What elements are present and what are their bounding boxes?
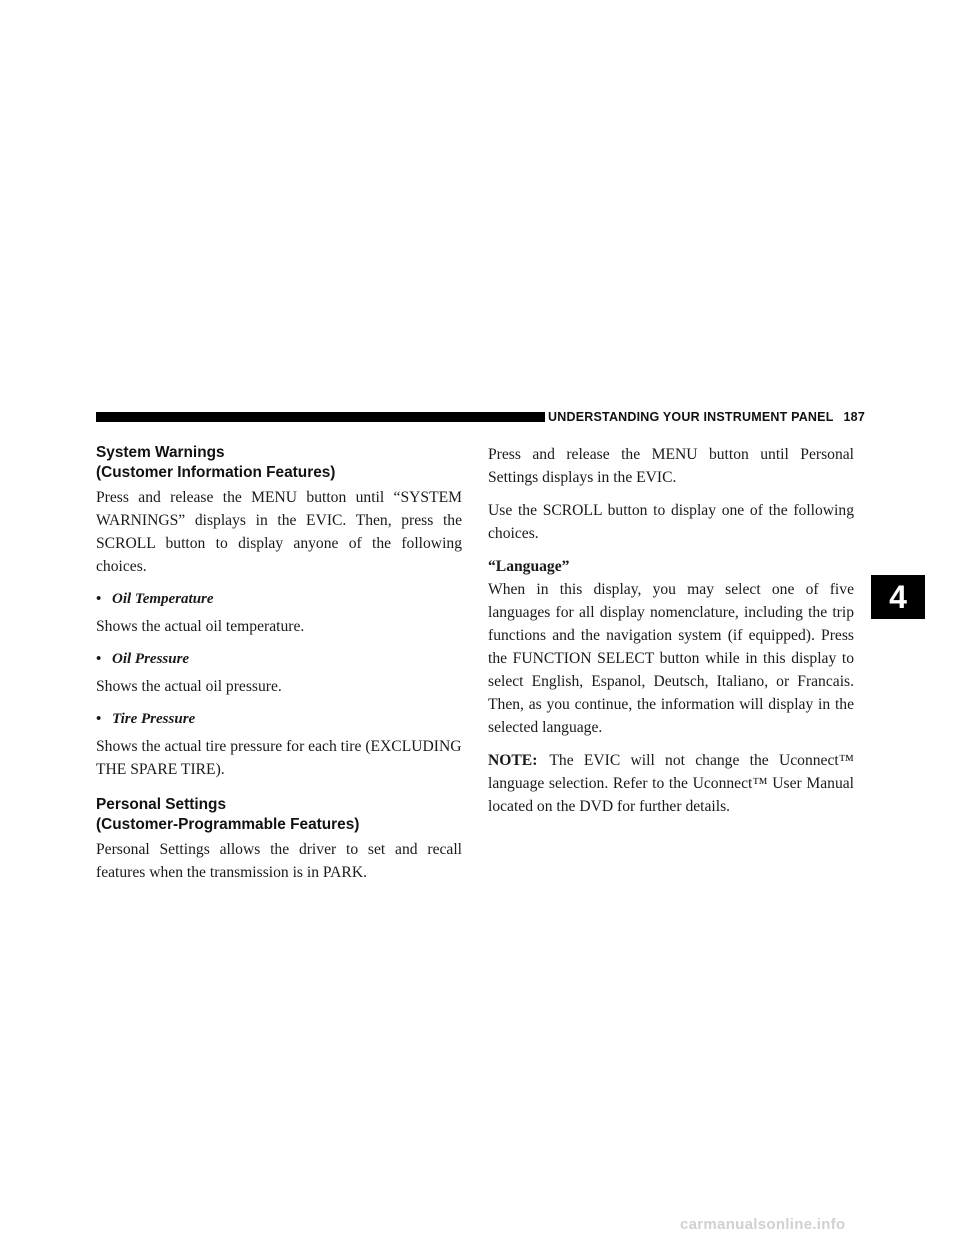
bullet-icon: • [96,591,102,607]
note-paragraph [488,749,854,818]
watermark: carmanualsonline.info [680,1216,846,1233]
list-item-description: Shows the actual oil pressure. [96,678,282,695]
list-item-description: Shows the actual oil temperature. [96,618,305,635]
system-warnings-intro: Press and release the MENU button until “SYSTEM WARNINGS” displays in the EVIC. Then, press the SCROLL button to display anyone of the following choices. [96,489,462,575]
list-item-label [96,588,462,611]
menu-instruction: Press and release the MENU button until Personal Settings displays in the EVIC. [488,446,854,486]
personal-settings-intro: Personal Settings allows the driver to set and recall features when the transmission is in PARK. [96,841,462,881]
scroll-instruction: Use the SCROLL button to display one of the following choices. [488,502,854,542]
list-item-description: Shows the actual tire pressure for each tire (EXCLUDING THE SPARE TIRE). [96,738,462,778]
chapter-tab: 4 [871,575,925,619]
heading-line: (Customer Information Features) [96,464,336,481]
heading-line: Personal Settings [96,796,227,813]
page-number: 187 [843,410,865,424]
right-column [488,443,854,828]
personal-settings-heading [96,795,462,835]
language-heading: “Language” [488,558,570,575]
heading-line: (Customer-Programmable Features) [96,816,360,833]
item-label: Tire Pressure [112,711,196,727]
heading-line: System Warnings [96,444,225,461]
left-column [96,443,462,894]
language-description: When in this display, you may select one of five languages for all display nomenclature, including the trip functions and the navigation system (if equipped). Press the FUNCTION SELECT button while in this display to select English, Espanol, Deutsch, Italiano, or Francais. Then, as you continue, the information will display in the selected language. [488,581,854,736]
note-text: The EVIC will not change the Uconnect™ language selection. Refer to the Uconnect™ User Manual located on the DVD for further details. [488,752,854,815]
note-label: NOTE: [488,752,538,769]
list-item-label [96,648,462,671]
system-warnings-heading [96,443,462,483]
bullet-icon: • [96,711,102,727]
list-item-label [96,708,462,731]
running-header [545,407,871,427]
item-label: Oil Temperature [112,591,214,607]
item-label: Oil Pressure [112,651,190,667]
header-title: UNDERSTANDING YOUR INSTRUMENT PANEL [548,410,834,424]
bullet-icon: • [96,651,102,667]
